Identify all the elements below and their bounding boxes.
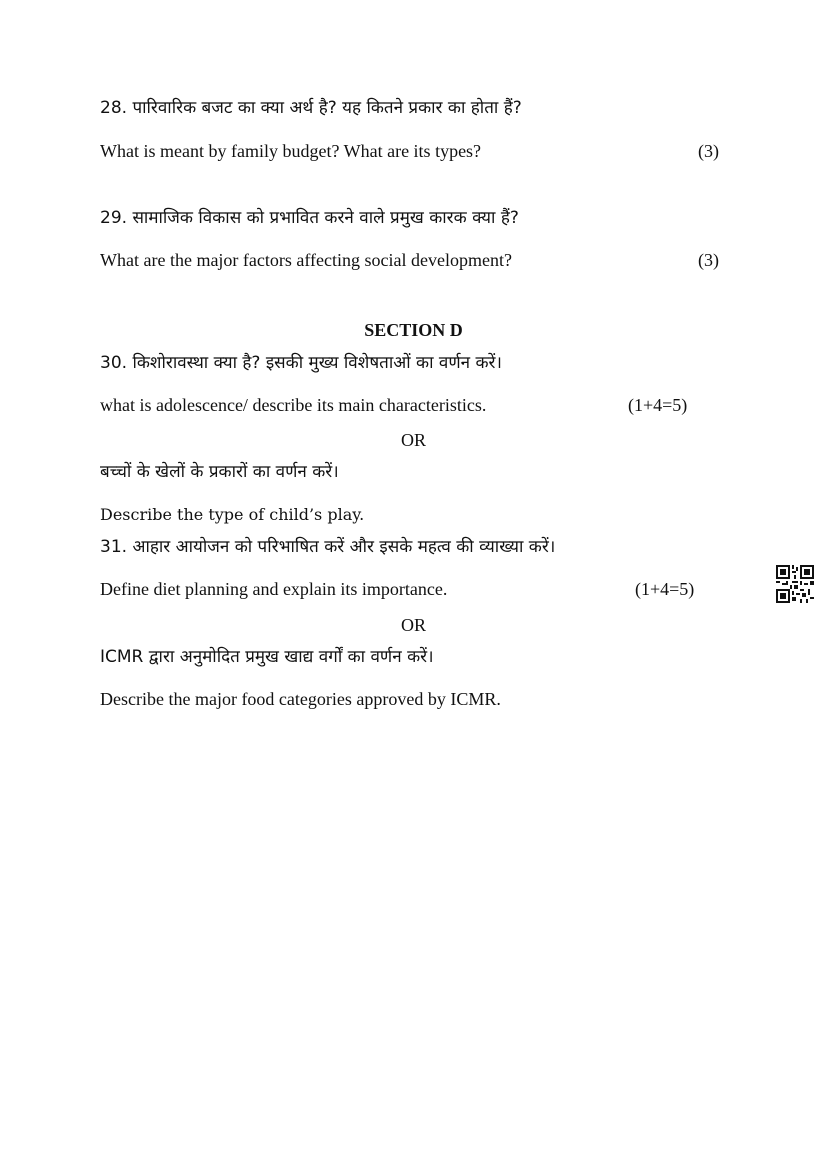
q31-alt-english: Describe the major food categories approved by ICMR. bbox=[100, 689, 501, 709]
q31-marks: (1+4=5) bbox=[635, 579, 695, 599]
q30-alt-hindi: बच्चों के खेलों के प्रकारों का वर्णन करें। bbox=[100, 462, 339, 482]
q30-hindi: 30. किशोरावस्था क्या है? इसकी मुख्य विशेषताओं का वर्णन करें। bbox=[100, 353, 502, 373]
q29-hindi: 29. सामाजिक विकास को प्रभावित करने वाले प्रमुख कारक क्या हैं? bbox=[100, 208, 519, 228]
q31-or: OR bbox=[400, 615, 426, 635]
section-d-heading: SECTION D bbox=[364, 320, 463, 340]
q28-hindi: 28. पारिवारिक बजट का क्या अर्थ है? यह कितने प्रकार का होता हैं? bbox=[100, 98, 522, 118]
q28-marks: (3) bbox=[698, 141, 719, 161]
q31-alt-hindi: ICMR द्वारा अनुमोदित प्रमुख खाद्य वर्गों का वर्णन करें। bbox=[100, 647, 434, 667]
q29-english: What are the major factors affecting social development? bbox=[100, 250, 512, 270]
qr-code-icon bbox=[776, 565, 814, 603]
q30-english: what is adolescence/ describe its main characteristics. bbox=[100, 395, 487, 415]
q30-marks: (1+4=5) bbox=[628, 395, 688, 415]
q30-or: OR bbox=[400, 430, 426, 450]
q29-marks: (3) bbox=[698, 250, 719, 270]
q31-hindi: 31. आहार आयोजन को परिभाषित करें और इसके महत्व की व्याख्या करें। bbox=[100, 537, 556, 557]
q31-english: Define diet planning and explain its importance. bbox=[100, 579, 448, 599]
q30-alt-english: Describe the type of child’s play. bbox=[100, 505, 365, 524]
q28-english: What is meant by family budget? What are its types? bbox=[100, 141, 482, 161]
